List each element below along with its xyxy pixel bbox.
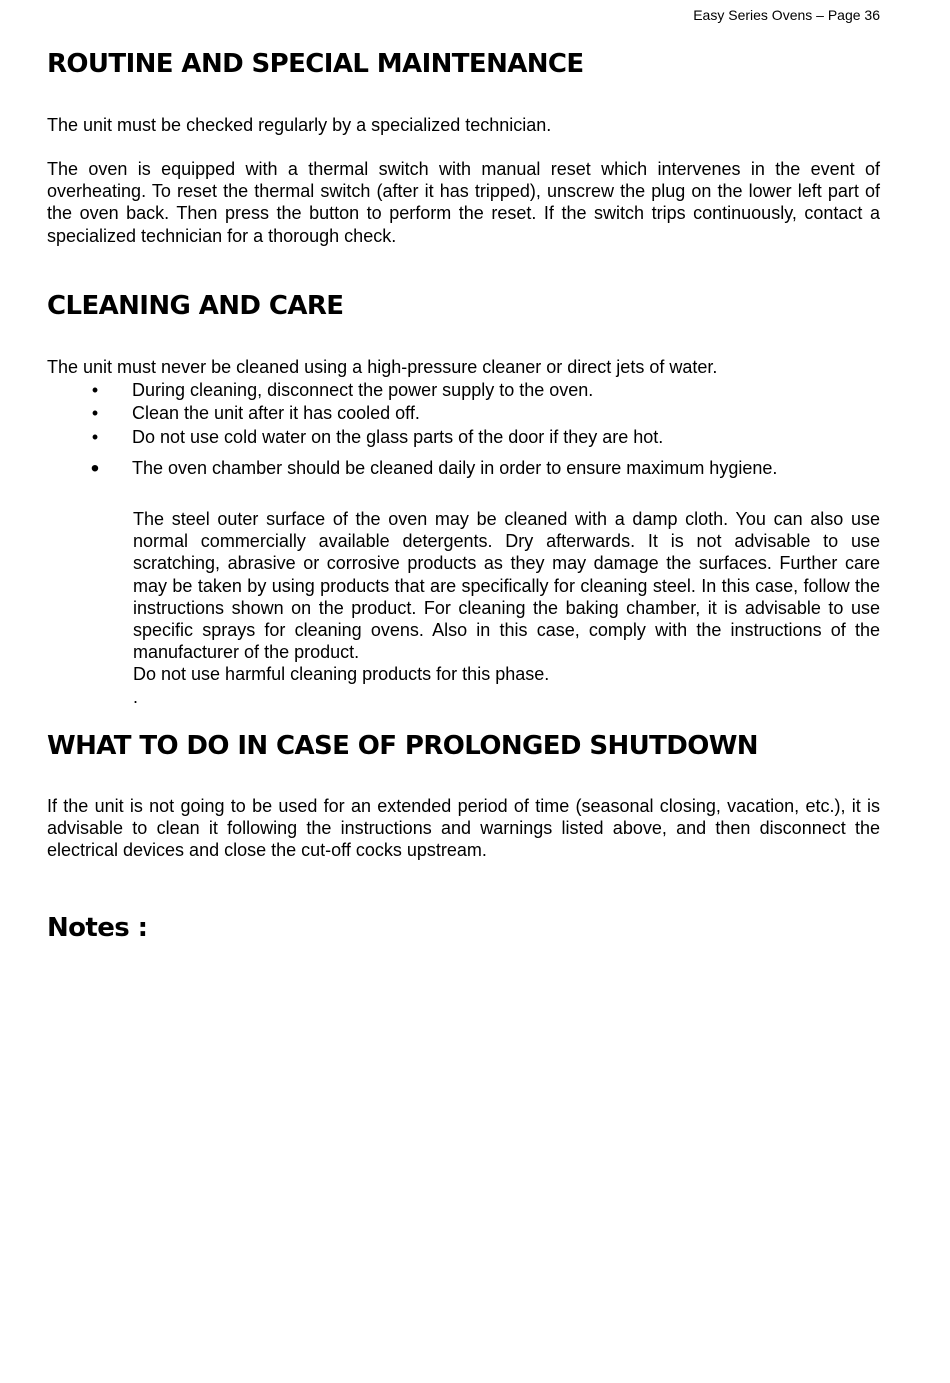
list-item: • The oven chamber should be cleaned daily in order to ensure maximum hygiene. (88, 457, 777, 480)
cleaning-intro: The unit must never be cleaned using a high-pressure cleaner or direct jets of water. (47, 357, 718, 377)
bullet-icon: • (91, 403, 99, 424)
bullet-icon: • (91, 426, 99, 447)
cleaning-detail-paragraph: The steel outer surface of the oven may be cleaned with a damp cloth. You can also use normal commercially available detergents. Dry afterwards. It is not advisable to use scratching, abrasive or corrosive products as they may damage the surfaces. Further care may be taken by using products that are specifically for cleaning steel. In this case, follow the instructions shown on the product. For cleaning the baking chamber, it is advisable to use specific sprays for cleaning ovens. Also in this case, comply with the instructions of the manufacturer of the product. (133, 509, 880, 663)
cleaning-warning: Do not use harmful cleaning products for this phase. (133, 664, 550, 684)
section-title-maintenance: ROUTINE AND SPECIAL MAINTENANCE (47, 49, 584, 79)
page-header: Easy Series Ovens – Page 36 (693, 7, 880, 23)
list-item: • During cleaning, disconnect the power supply to the oven. (88, 379, 777, 402)
section-title-cleaning: CLEANING AND CARE (47, 291, 344, 321)
cleaning-bullet-list (88, 379, 777, 481)
notes-title: Notes : (47, 913, 148, 943)
list-item: • Do not use cold water on the glass parts of the door if they are hot. (88, 426, 777, 449)
bullet-icon: • (90, 455, 100, 483)
cleaning-trailing-dot: . (133, 687, 139, 707)
maintenance-paragraph-1: The unit must be checked regularly by a specialized technician. (47, 115, 552, 135)
bullet-icon: • (91, 380, 99, 400)
list-item: • Clean the unit after it has cooled off. (88, 402, 777, 425)
maintenance-paragraph-2: The oven is equipped with a thermal switch with manual reset which intervenes in the event of overheating. To reset the thermal switch (after it has tripped), unscrew the plug on the lower left part of the oven back. Then press the button to perform the reset. If the switch trips continuously, contact a specialized technician for a thorough check. (47, 159, 880, 246)
section-title-shutdown: WHAT TO DO IN CASE OF PROLONGED SHUTDOWN (47, 731, 758, 761)
shutdown-paragraph: If the unit is not going to be used for an extended period of time (seasonal closing, vacation, etc.), it is advisable to clean it following the instructions and warnings listed above, and then disconnect the electrical devices and close the cut-off cocks upstream. (47, 796, 880, 861)
